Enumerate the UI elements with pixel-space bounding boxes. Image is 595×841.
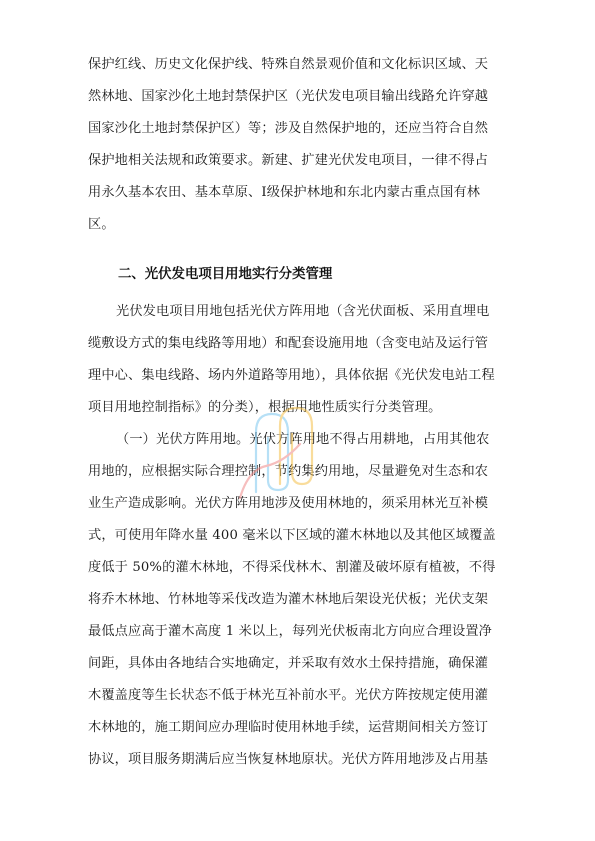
section-heading: 二、光伏发电项目用地实行分类管理 — [118, 267, 333, 282]
text-line: 间距，具体由各地结合实地确定，并采取有效水土保持措施，确保灌 — [88, 656, 489, 671]
text-line: 用地的，应根据实际合理控制，节约集约用地，尽量避免对生态和农 — [88, 464, 489, 479]
text-line: 最低点应高于灌木高度 1 米以上，每列光伏板南北方向应合理设置净 — [88, 624, 493, 639]
text-line: 式，可使用年降水量 400 毫米以下区域的灌木林地以及其他区域覆盖 — [88, 528, 496, 543]
text-line: 度低于 50%的灌木林地，不得采伐林木、割灌及破坏原有植被，不得 — [88, 560, 496, 575]
text-line: 协议，项目服务期满后应当恢复林地原状。光伏方阵用地涉及占用基 — [88, 752, 489, 767]
text-line: 保护红线、历史文化保护线、特殊自然景观价值和文化标识区域、天 — [88, 57, 489, 72]
text-line: 区。 — [88, 217, 115, 232]
text-line: 缆敷设方式的集电线路等用地）和配套设施用地（含变电站及运行管 — [88, 336, 489, 351]
text-line: （一）光伏方阵用地。光伏方阵用地不得占用耕地，占用其他农 — [116, 432, 490, 447]
text-line: 国家沙化土地封禁保护区）等；涉及自然保护地的，还应当符合自然 — [88, 121, 489, 136]
text-line: 光伏发电项目用地包括光伏方阵用地（含光伏面板、采用直埋电 — [116, 304, 490, 319]
text-line: 木林地的，施工期间应办理临时使用林地手续，运营期间相关方签订 — [88, 720, 489, 735]
text-line: 将乔木林地、竹林地等采伐改造为灌木林地后架设光伏板；光伏支架 — [88, 592, 489, 607]
text-line: 理中心、集电线路、场内外道路等用地），具体依据《光伏发电站工程 — [88, 368, 495, 383]
text-line: 保护地相关法规和政策要求。新建、扩建光伏发电项目，一律不得占 — [88, 153, 489, 168]
text-line: 用永久基本农田、基本草原、Ⅰ级保护林地和东北内蒙古重点国有林 — [88, 185, 481, 200]
text-line: 项目用地控制指标》的分类），根据用地性质实行分类管理。 — [88, 400, 442, 415]
text-line: 木覆盖度等生长状态不低于林光互补前水平。光伏方阵按规定使用灌 — [88, 688, 489, 703]
text-line: 业生产造成影响。光伏方阵用地涉及使用林地的，须采用林光互补模 — [88, 496, 489, 511]
text-line: 然林地、国家沙化土地封禁保护区（光伏发电项目输出线路允许穿越 — [88, 89, 489, 104]
